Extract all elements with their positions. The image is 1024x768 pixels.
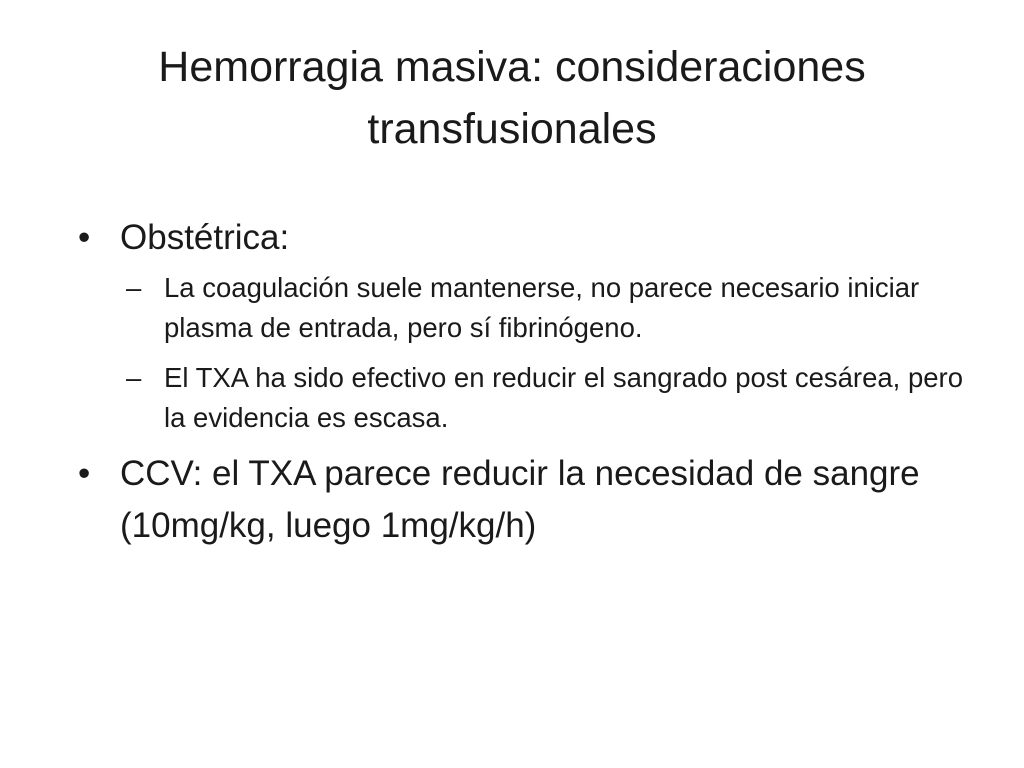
slide-body [78, 212, 988, 552]
bullet-icon: • [78, 454, 91, 493]
bullet-item-ccv [78, 448, 988, 552]
sub-item-coagulacion [78, 268, 988, 348]
sub-item-text: La coagulación suele mantenerse, no parece necesario iniciar plasma de entrada, pero sí fibrinógeno. [164, 272, 920, 343]
sub-list [78, 268, 988, 438]
slide-title-line-1: Hemorragia masiva: consideraciones [158, 43, 866, 91]
sub-item-text: El TXA ha sido efectivo en reducir el sangrado post cesárea, pero la evidencia es escasa. [164, 362, 963, 433]
bullet-icon: • [78, 218, 91, 257]
slide-title [60, 36, 964, 160]
dash-icon: – [126, 272, 142, 303]
bullet-text: Obstétrica: [120, 218, 290, 257]
dash-icon: – [126, 362, 142, 393]
bullet-text: CCV: el TXA parece reducir la necesidad de sangre (10mg/kg, luego 1mg/kg/h) [120, 454, 920, 545]
sub-item-txa [78, 358, 988, 438]
bullet-item-obstetrica [78, 212, 988, 264]
slide-title-line-2: transfusionales [367, 105, 657, 153]
